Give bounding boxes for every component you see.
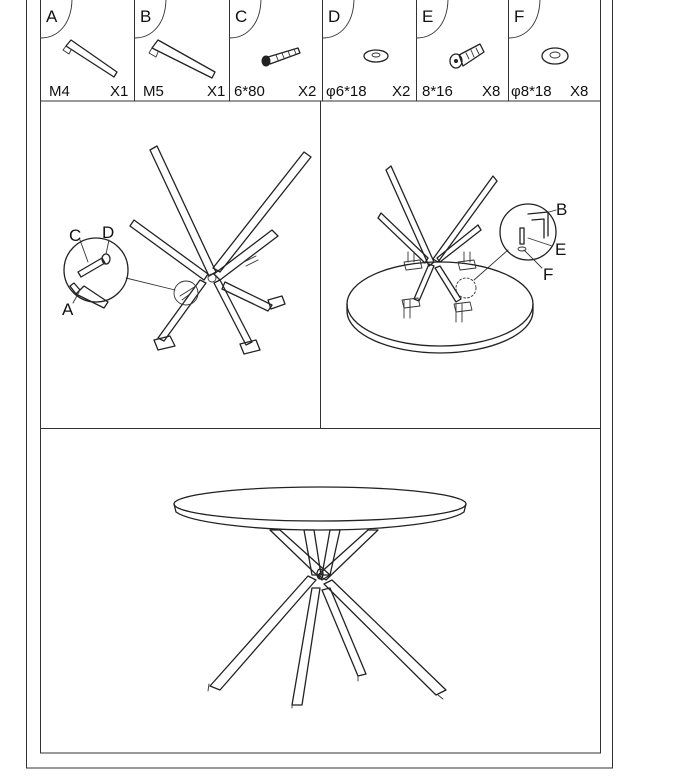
washer-icon [364,50,388,62]
part-letter: B [140,7,152,26]
page-frame [27,0,613,768]
step1-panel [62,146,311,354]
part-qty: X8 [482,83,501,100]
bolt-icon [450,44,484,68]
parts-table [41,0,601,101]
leg-frame-drawing [126,146,311,354]
part-cell-c [230,0,317,100]
part-cell-e [417,0,501,100]
callout-c: C [69,226,82,245]
part-qty: X8 [570,83,589,100]
tabletop-underside-drawing [347,166,533,353]
part-qty: X1 [110,83,129,100]
part-letter: A [46,7,58,26]
step2-panel [347,166,567,353]
part-spec: 8*16 [422,83,453,100]
part-spec: 6*80 [234,83,265,100]
allen-key-icon [149,40,215,78]
part-spec: M4 [49,83,70,100]
part-cell-b [135,0,226,100]
step2-zoom-detail [500,204,556,268]
part-spec: M5 [143,83,164,100]
part-letter: D [328,7,341,26]
callout-a: A [62,300,74,319]
callout-b: B [556,200,568,219]
step1-zoom-detail [64,238,128,308]
part-cell-a [41,0,129,100]
assembled-table-drawing [174,487,466,708]
bolt-icon [262,48,300,66]
callout-e: E [555,240,567,259]
part-spec: φ8*18 [511,83,552,100]
part-spec: φ6*18 [326,83,367,100]
allen-key-icon [63,40,117,77]
part-qty: X1 [207,83,226,100]
part-letter: F [514,7,525,26]
callout-d: D [102,223,115,242]
part-cell-f [509,0,589,100]
callout-f: F [543,265,554,284]
part-letter: E [422,7,434,26]
part-cell-d [323,0,411,100]
part-qty: X2 [298,83,317,100]
washer-icon [542,48,568,64]
step3-panel [174,487,466,708]
part-qty: X2 [392,83,411,100]
part-letter: C [235,7,248,26]
